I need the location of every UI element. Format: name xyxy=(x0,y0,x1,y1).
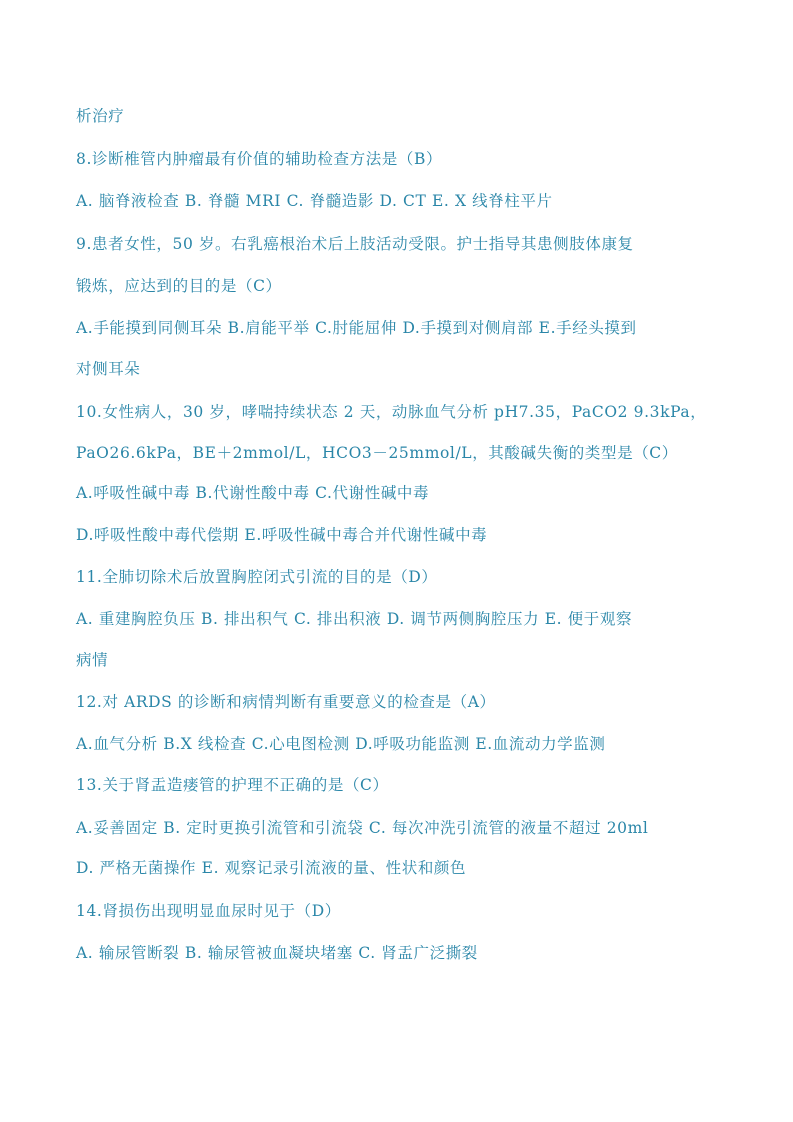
question-11-options-continued: 病情 xyxy=(76,651,109,669)
question-11: 11.全肺切除术后放置胸腔闭式引流的目的是（D） xyxy=(76,568,438,586)
question-10-options-continued: D.呼吸性酸中毒代偿期 E.呼吸性碱中毒合并代谢性碱中毒 xyxy=(76,526,488,544)
question-9-continued: 锻炼，应达到的目的是（C） xyxy=(76,277,282,295)
question-8-options: A. 脑脊液检查 B. 脊髓 MRI C. 脊髓造影 D. CT E. X 线脊柱平片 xyxy=(76,192,553,210)
text-line-1: 析治疗 xyxy=(76,107,125,125)
question-13-options-continued: D. 严格无菌操作 E. 观察记录引流液的量、性状和颜色 xyxy=(76,859,467,877)
question-10: 10.女性病人，30 岁，哮喘持续状态 2 天，动脉血气分析 pH7.35，PaCO2 9.3kPa， xyxy=(76,403,707,421)
question-9: 9.患者女性，50 岁。右乳癌根治术后上肢活动受限。护士指导其患侧肢体康复 xyxy=(76,235,634,253)
question-10-options: A.呼吸性碱中毒 B.代谢性酸中毒 C.代谢性碱中毒 xyxy=(76,484,430,502)
question-13-options: A.妥善固定 B. 定时更换引流管和引流袋 C. 每次冲洗引流管的液量不超过 20ml xyxy=(76,819,649,837)
question-11-options: A. 重建胸腔负压 B. 排出积气 C. 排出积液 D. 调节两侧胸腔压力 E. 便于观察 xyxy=(76,610,633,628)
question-8: 8.诊断椎管内肿瘤最有价值的辅助检查方法是（B） xyxy=(76,150,443,168)
question-13: 13.关于肾盂造瘘管的护理不正确的是（C） xyxy=(76,776,389,794)
question-12: 12.对 ARDS 的诊断和病情判断有重要意义的检查是（A） xyxy=(76,693,496,711)
question-9-options: A.手能摸到同侧耳朵 B.肩能平举 C.肘能屈伸 D.手摸到对侧肩部 E.手经头摸到 xyxy=(76,319,637,337)
question-10-continued: PaO26.6kPa，BE＋2mmol/L，HCO3－25mmol/L，其酸碱失衡的类型是（C） xyxy=(76,444,678,462)
question-14-options: A. 输尿管断裂 B. 输尿管被血凝块堵塞 C. 肾盂广泛撕裂 xyxy=(76,944,478,962)
question-14: 14.肾损伤出现明显血尿时见于（D） xyxy=(76,902,341,920)
question-12-options: A.血气分析 B.X 线检查 C.心电图检测 D.呼吸功能监测 E.血流动力学监测 xyxy=(76,735,606,753)
question-9-options-continued: 对侧耳朵 xyxy=(76,360,141,378)
